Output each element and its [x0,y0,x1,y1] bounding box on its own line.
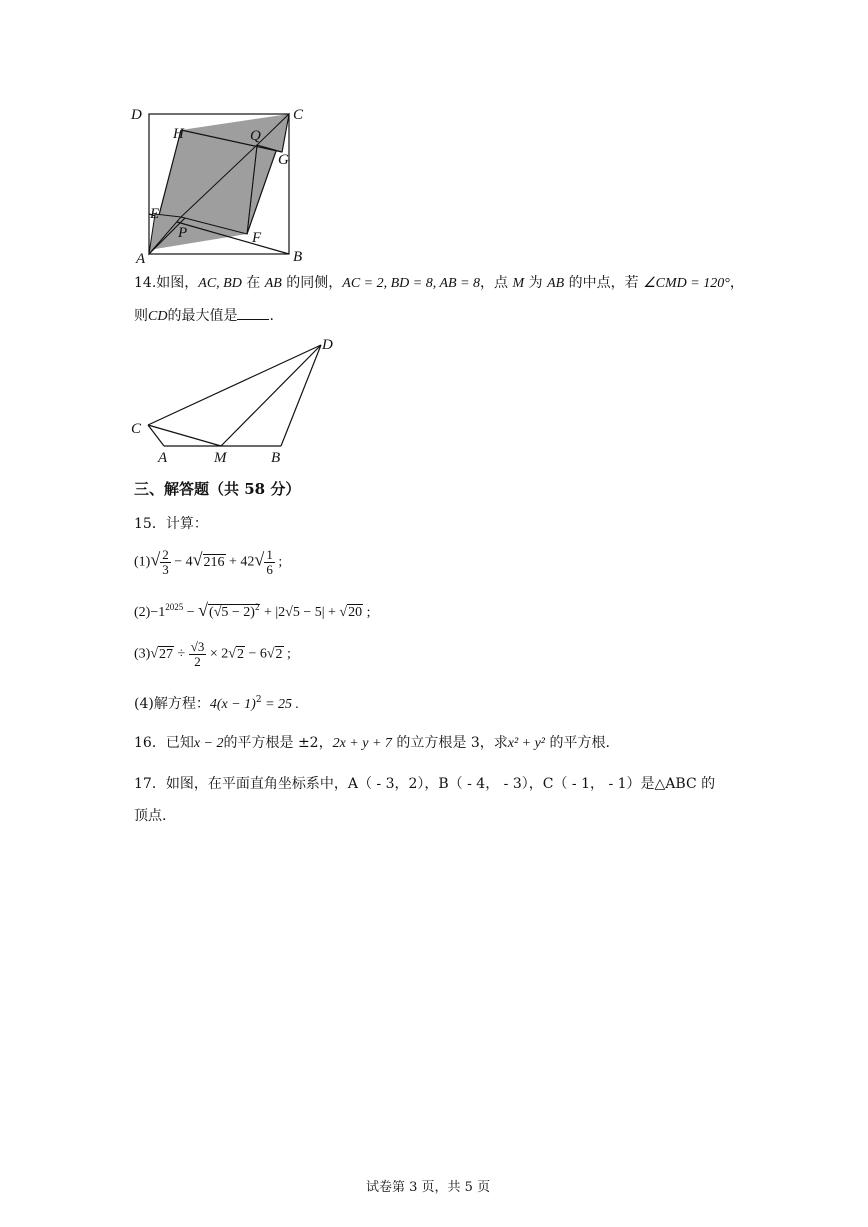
label-C: C [293,107,304,123]
question-15-title [134,514,208,534]
math-rhs: = 25 . [261,697,300,712]
question-17-line1 [134,774,715,794]
text: 解方程： [153,696,210,712]
question-16 [134,733,610,754]
label-F: F [252,230,262,246]
math-angle: ∠CMD = 120° [643,276,730,291]
text: 的平方根. [545,735,610,751]
part-label: (1) [134,554,151,570]
math-expr: 2x + y + 7 [332,736,392,751]
q15-part1: (1)√ $\frac{2}{3}$ − 4√216 + 42√ $\frac{1}{6}$ ; [134,547,283,577]
text: 已知 [165,735,194,751]
label-H: H [173,126,184,142]
question-number: 15． [134,516,166,532]
text: 的立方根是 3，求 [391,735,508,751]
figure-triangle-diagram [128,333,348,468]
q15-part2: $(2)-1^{2025} - √(√5 - 2)^2 + |2√5 - 5| + √20$ ; [134,600,371,620]
question-14-line1 [134,273,744,294]
math-ab: AB [264,276,282,291]
label-P: P [178,225,188,241]
part-label: (2) [134,605,151,620]
answer-blank[interactable] [237,305,269,320]
text: . [269,308,274,324]
q15-part3: (3)√27 ÷ $\frac{√3}{2}$ × 2√2 − 6√2 ; [134,639,291,669]
part-label: (4) [134,696,154,712]
math-segments: AC, BD [198,276,242,291]
text: 如图， [156,275,199,291]
label-C: C [131,421,142,437]
label-E: E [150,206,160,222]
question-14-line2 [134,305,274,327]
text: 的最大值是 [167,308,238,324]
text: 的中点，若 [564,275,644,291]
label-B: B [293,249,303,265]
part-label: (3) [134,646,151,662]
label-Q: Q [250,128,261,144]
figure-square-diagram [128,100,318,270]
label-M: M [214,450,227,466]
question-number: 17． [134,776,166,792]
text: ，点 [480,275,513,291]
text: 则 [134,308,148,324]
text: 的同侧， [281,275,343,291]
text: 的平方根是 ±2， [223,735,333,751]
label-G: G [278,152,289,168]
q15-part4: (4)解方程：$4(x - 1)^2 = 25$ . [134,695,300,712]
page-footer: 试卷第 3 页，共 5 页 [366,1180,491,1195]
text: 在 [241,275,265,291]
question-17-line2: 顶点. [134,808,167,824]
text: 为 [524,275,548,291]
text: 计算： [165,516,208,532]
question-number: 16． [134,735,166,751]
math-m: M [512,276,525,291]
text: ， [729,275,744,291]
text: 如图，在平面直角坐标系中，A（ - 3，2），B（ - 4， - 3），C（ - 1， - 1）是△ABC 的 [165,776,716,792]
question-number: 14. [134,275,157,291]
math-expr: x − 2 [193,736,224,751]
section-title: 三、解答题（共 58 分） [134,480,301,498]
label-A: A [136,251,146,267]
math-cd: CD [148,309,168,324]
math-expr: x² + y² [507,736,546,751]
label-B: B [271,450,281,466]
math-ab: AB [547,276,565,291]
label-A: A [158,450,168,466]
label-D: D [131,107,142,123]
label-D: D [322,337,333,353]
math-given: AC = 2, BD = 8, AB = 8 [342,276,481,291]
math-eq: 4(x − 1) [209,697,256,712]
